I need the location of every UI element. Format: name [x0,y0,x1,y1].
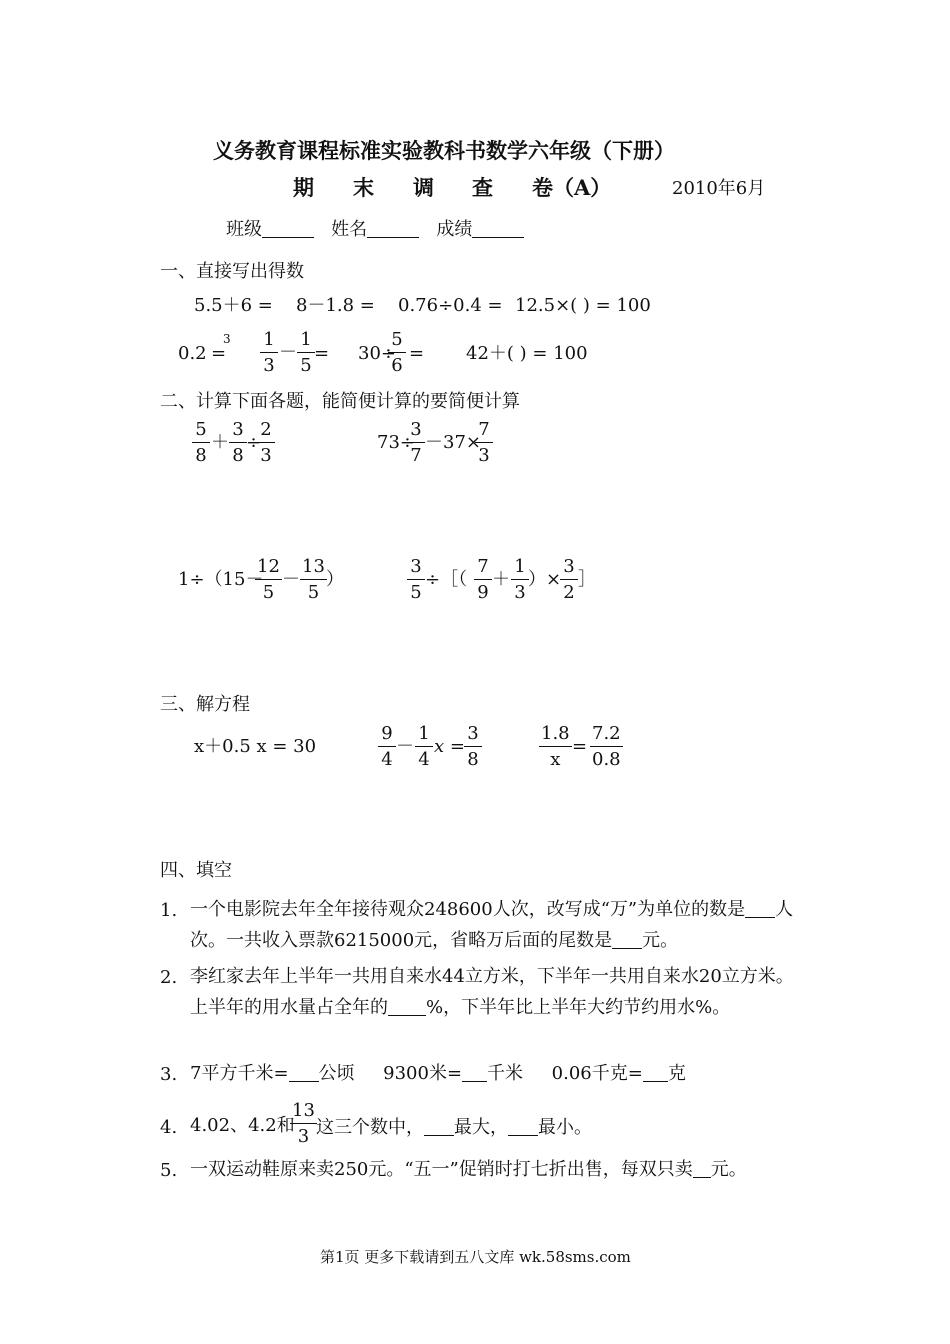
s2-p3-pre: 1÷（15－ [178,569,264,590]
item-text: 7平方千米= [190,1063,289,1084]
s2-p1-op2: ÷ [246,432,262,453]
class-label: 班级 [226,219,262,240]
s2-p3-frac-b [300,558,327,602]
denominator: 5 [300,355,312,376]
s1-q2: 8－1.8 = [296,295,375,316]
score-blank[interactable] [472,219,524,238]
s2-p4-frac-b [474,558,492,602]
answer-blank[interactable] [693,1159,711,1178]
s3-e2-frac-c [464,725,482,769]
section2-heading: 二、计算下面各题，能简便计算的要简便计算 [160,391,520,412]
numerator: 1 [415,725,433,747]
item-text: 公顷 [318,1063,355,1084]
class-blank[interactable] [262,219,314,238]
answer-blank[interactable] [462,1063,487,1082]
s3-e3-eq: = [572,736,588,757]
denominator: 3 [263,355,275,376]
s1-q7-pre: 30÷ [358,343,396,364]
numerator: 3 [229,421,247,443]
numerator: 13 [300,558,327,580]
exam-char-2: 末 [353,175,374,200]
numerator: 7.2 [590,725,623,747]
s2-p1-op1: ＋ [211,432,229,453]
s2-p2-mid: －37× [425,432,481,453]
s1-q7-eq: = [409,343,425,364]
item-4-frac [290,1102,317,1146]
fill-item-4 [316,1117,592,1137]
numerator: 12 [255,558,282,580]
page-title: 义务教育课程标准实验教科书数学六年级（下册） [213,138,675,163]
score-label: 成绩 [436,219,473,240]
item-text: %，下半年比上半年大约节约用水%。 [426,997,731,1018]
s2-p1-frac-a [192,421,210,465]
s3-e2-op: － [396,736,414,757]
item-text: 千米 [487,1063,524,1084]
numerator: 7 [475,421,493,443]
numerator: 7 [474,558,492,580]
answer-blank[interactable] [289,1063,319,1082]
denominator: 8 [232,445,244,466]
item-text: 一双运动鞋原来卖250元。“五一”促销时打七折出售，每双只卖 [190,1159,693,1180]
s3-e3-frac-a [539,725,572,769]
item-text: 人次。一共收入票款6215000元，省略万后面的尾数是 [190,899,794,951]
item-1-number: 1. [160,900,178,921]
denominator: 5 [410,582,422,603]
numerator: 9 [378,725,396,747]
numerator: 1 [260,331,278,353]
name-blank[interactable] [367,219,419,238]
item-text: 0.06千克= [551,1063,643,1084]
numerator: 3 [407,421,425,443]
s2-p2-frac-a [407,421,425,465]
s1-q6-frac1 [260,331,278,375]
s2-p2-frac-b [475,421,493,465]
s2-p3-op: － [282,569,300,590]
s1-q3: 0.76÷0.4 = [398,295,503,316]
student-info-row [226,219,524,239]
item-text: 这三个数中， [316,1117,424,1138]
fill-item-2 [190,961,800,1023]
s1-q5-exponent: 3 [223,332,231,346]
answer-blank[interactable] [612,930,642,949]
s2-p4-op2: ＋ [492,569,510,590]
exam-date: 2010年6月 [672,178,766,199]
s2-p1-frac-b [229,421,247,465]
denominator: 3 [260,445,272,466]
denominator: 5 [307,582,320,603]
denominator: 3 [514,582,526,603]
s3-e2-frac-b [415,725,433,769]
s3-e2-frac-a [378,725,396,769]
denominator: x [550,749,561,770]
denominator: 2 [563,582,575,603]
denominator: 9 [477,582,489,603]
s1-q6-op: － [279,342,297,363]
numerator: 1 [511,558,529,580]
exam-char-1: 期 [293,175,314,200]
s1-q8: 42＋( ) = 100 [466,343,588,364]
denominator: 8 [195,445,207,466]
s2-p4-op3: ）× [528,569,562,590]
denominator: 8 [467,749,479,770]
exam-char-4: 查 [472,175,493,200]
denominator: 4 [418,749,430,770]
s2-p1-frac-c [257,421,275,465]
numerator: 13 [290,1102,317,1124]
item-text: 一个电影院去年全年接待观众248600人次，改写成“万”为单位的数是 [190,899,746,920]
denominator: 0.8 [592,749,621,770]
s1-q1: 5.5＋6 = [194,295,273,316]
fill-item-5 [190,1154,800,1185]
answer-blank[interactable] [508,1117,538,1136]
item-text: 最小。 [538,1117,592,1138]
s1-q6-frac2 [297,331,315,375]
item-text: 李红家去年上半年一共用自来水44立方米，下半年一共用自来水20立方米。上半年的用水量占全年的 [190,966,794,1018]
exam-char-3: 调 [413,175,434,200]
s1-q5-base: 0.2 [178,343,207,364]
item-text: 最大， [454,1117,508,1138]
s3-e1: x＋0.5 x = 30 [194,736,317,757]
numerator: 3 [407,558,425,580]
answer-blank[interactable] [424,1117,454,1136]
numerator: 1 [297,331,315,353]
s2-p3-post: ） [326,569,344,590]
s1-q7-frac [388,331,406,375]
answer-blank[interactable] [643,1063,668,1082]
item-4-number: 4. [160,1117,178,1138]
numerator: 5 [388,331,406,353]
denominator: 7 [410,445,422,466]
item-text: 克 [667,1063,686,1084]
section3-heading: 三、解方程 [160,694,250,715]
denominator: 5 [262,582,275,603]
item-4-pre: 4.02、4.2和 [190,1115,295,1136]
exam-char-5: 卷（A） [532,175,612,200]
s2-p2-pre: 73÷ [377,432,415,453]
denominator: 6 [391,355,403,376]
fill-item-3 [190,1058,800,1089]
denominator: 3 [478,445,490,466]
numerator: 3 [464,725,482,747]
section4-heading: 四、填空 [160,860,232,881]
answer-blank[interactable] [745,899,775,918]
s2-p4-frac-d [560,558,578,602]
answer-blank[interactable] [388,997,426,1016]
page-footer: 第1页 更多下载请到五八文库 wk.58sms.com [320,1248,631,1266]
section1-heading: 一、直接写出得数 [160,261,304,282]
item-3-number: 3. [160,1064,178,1085]
name-label: 姓名 [331,219,368,240]
s2-p4-op1: ÷［（ [425,569,468,590]
item-text: 9300米= [383,1063,463,1084]
numerator: 1.8 [539,725,572,747]
s2-p4-post: ］ [578,569,596,590]
denominator: 3 [297,1126,310,1147]
fill-item-1 [190,894,800,956]
item-text: 元。 [642,930,679,951]
item-2-number: 2. [160,967,178,988]
denominator: 4 [381,749,393,770]
s3-e2-mid: x = [434,736,465,757]
s1-q6-eq: = [314,343,330,364]
s3-e3-frac-b [590,725,623,769]
numerator: 3 [560,558,578,580]
s2-p3-frac-a [255,558,282,602]
s1-q4: 12.5×( ) = 100 [515,295,651,316]
s2-p4-frac-c [511,558,529,602]
numerator: 2 [257,421,275,443]
s2-p4-frac-a [407,558,425,602]
numerator: 5 [192,421,210,443]
item-5-number: 5. [160,1160,178,1181]
s1-q5-eq: = [211,343,227,364]
item-text: 元。 [710,1159,747,1180]
